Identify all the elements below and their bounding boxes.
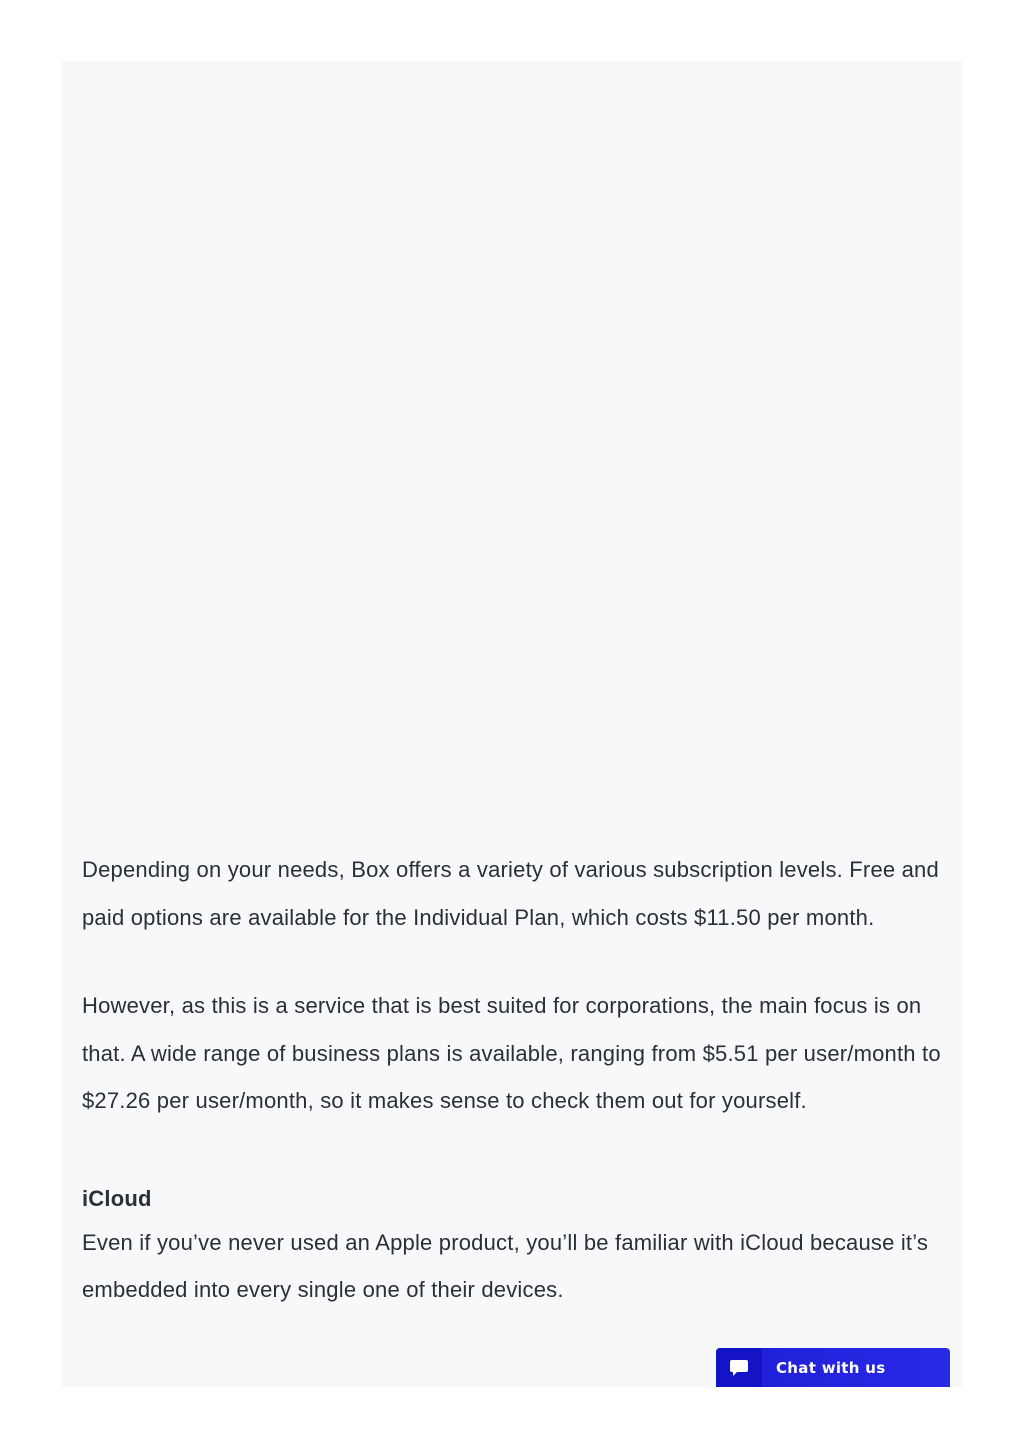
article-card	[62, 61, 962, 1387]
chat-widget-label: Chat with us	[776, 1358, 886, 1377]
article-paragraph-icloud: Even if you’ve never used an Apple product, you’ll be familiar with iCloud because it’s embedded into every single one of their devices.	[82, 1229, 929, 1302]
article-body	[82, 846, 952, 1314]
article-image-placeholder	[62, 61, 962, 841]
article-paragraph-business-plans: However, as this is a service that is best suited for corporations, the main focus is on that. A wide range of business plans is available, ranging from $5.51 per user/month to $27.26 per user/month, so it makes sense to check them out for yourself.	[82, 993, 941, 1113]
section-heading-icloud: iCloud	[82, 1185, 152, 1211]
article-paragraph-pricing: Depending on your needs, Box offers a variety of various subscription levels. Free and paid options are available for the Individual Plan, which costs $11.50 per month.	[82, 857, 939, 930]
chat-bubble-icon	[716, 1348, 762, 1387]
chat-widget-button[interactable]	[716, 1348, 950, 1387]
